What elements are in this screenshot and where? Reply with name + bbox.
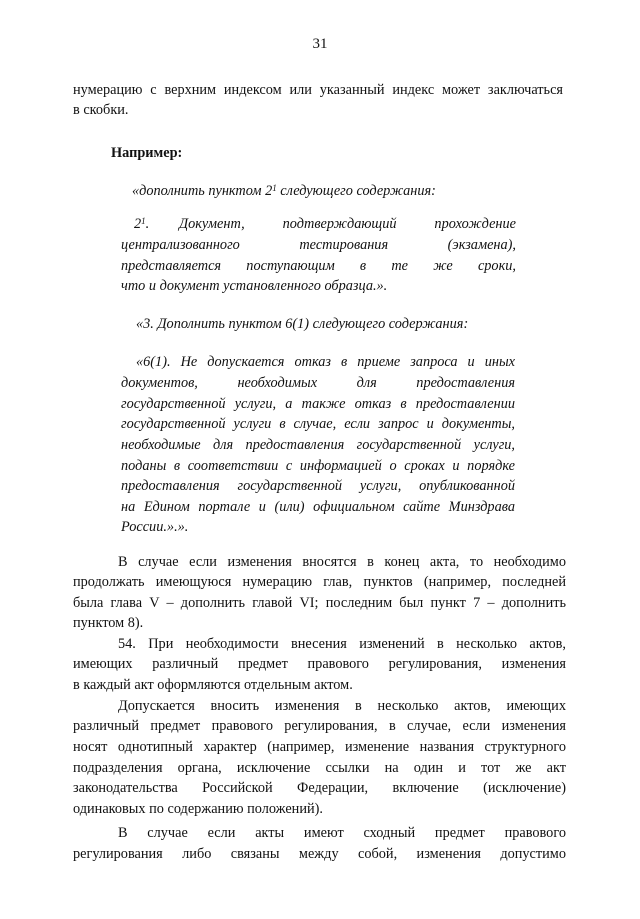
quote-block-line: поданы в соответствии с информацией о сроках и порядке — [121, 458, 515, 474]
body-line: В случае если акты имеют сходный предмет правового — [118, 825, 566, 841]
example-quote-line: «дополнить пунктом $2^1$ следующего содержания: — [132, 183, 436, 199]
quote-block-line: России.».». — [121, 519, 189, 535]
quote-block-line: государственной услуги, а также отказ в предоставлении — [121, 396, 515, 412]
body-line: законодательства Российской Федерации, включение (исключение) — [73, 780, 566, 796]
body-line: была глава V – дополнить главой VI; последним был пункт 7 – дополнить — [73, 595, 566, 611]
quote-block-line: документов, необходимых для предоставления — [121, 375, 515, 391]
intro-line: нумерацию с верхним индексом или указанный индекс может заключаться — [73, 82, 563, 98]
item-line: централизованного тестирования (экзамена), — [121, 237, 516, 253]
body-line: различный предмет правового регулирования, в случае, если изменения — [73, 718, 566, 734]
body-line: продолжать имеющуюся нумерацию глав, пунктов (например, последней — [73, 574, 566, 590]
page-number: 31 — [312, 36, 328, 52]
body-line: в каждый акт оформляются отдельным актом. — [73, 677, 353, 693]
body-line: В случае если изменения вносятся в конец акта, то необходимо — [118, 554, 566, 570]
body-line: одинаковых по содержанию положений). — [73, 801, 323, 817]
body-line: имеющих различный предмет правового регулирования, изменения — [73, 656, 566, 672]
body-line: 54. При необходимости внесения изменений в несколько актов, — [118, 636, 566, 652]
quote-block-line: «6(1). Не допускается отказ в приеме запроса и иных — [136, 354, 515, 370]
body-line: носят однотипный характер (например, изменение названия структурного — [73, 739, 566, 755]
quote-block-line: государственной услуги в случае, если запрос и документы, — [121, 416, 515, 432]
example-heading: Например: — [111, 145, 183, 161]
item-line: что и документ установленного образца.». — [121, 278, 388, 294]
intro-line: в скобки. — [73, 102, 129, 118]
item-line: представляется поступающим в те же сроки, — [121, 258, 516, 274]
body-line: подразделения органа, исключение ссылки на один и тот же акт — [73, 760, 566, 776]
item-line: Документ, подтверждающий прохождение — [179, 216, 516, 232]
quote-block-line: предоставления государственной услуги, опубликованной — [121, 478, 515, 494]
quote-block-line: на Едином портале и (или) официальном сайте Минздрава — [121, 499, 515, 515]
quote-block-line: необходимые для предоставления государственной услуги, — [121, 437, 515, 453]
example-quote-line: «3. Дополнить пунктом 6(1) следующего содержания: — [136, 316, 469, 332]
body-line: пунктом 8). — [73, 615, 144, 631]
body-line: регулирования либо связаны между собой, изменения допустимо — [73, 846, 566, 862]
body-line: Допускается вносить изменения в несколько актов, имеющих — [118, 698, 566, 714]
item-number: $2^1$. — [134, 216, 150, 232]
